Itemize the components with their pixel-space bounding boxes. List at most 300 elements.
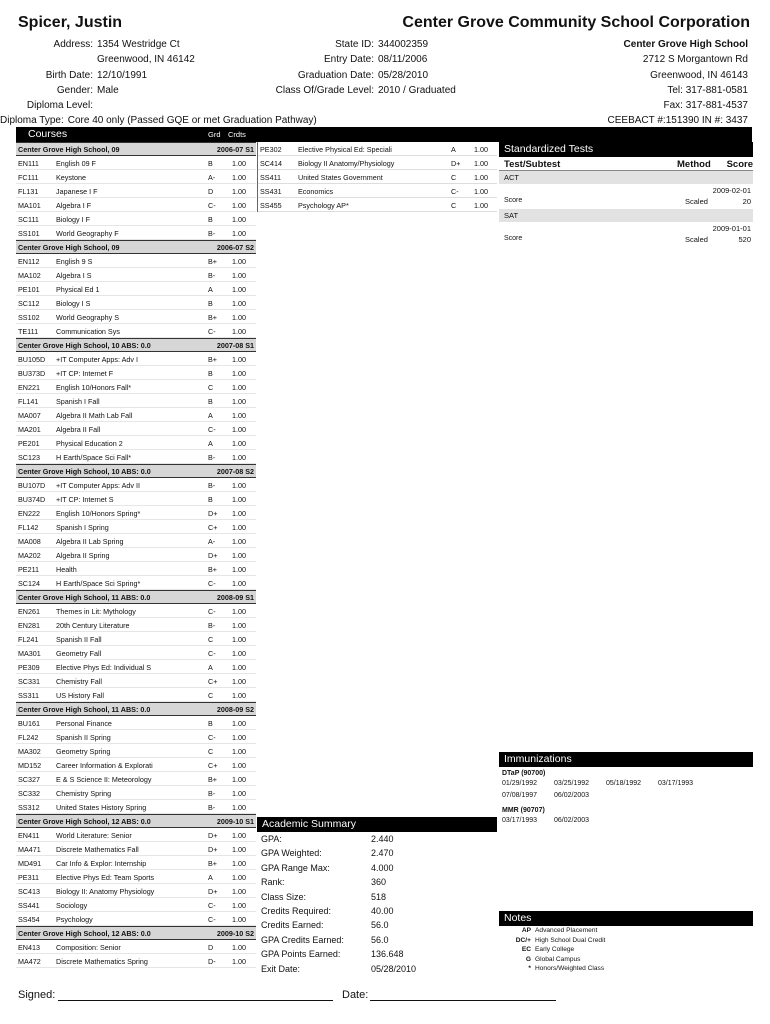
academic-title: Academic Summary	[257, 817, 497, 832]
course-row	[16, 324, 256, 338]
course-credits: 1.00	[232, 859, 246, 868]
course-grade: B+	[208, 565, 217, 574]
course-credits: 1.00	[232, 425, 246, 434]
course-credits: 1.00	[232, 313, 246, 322]
course-row	[16, 604, 256, 618]
course-credits: 1.00	[232, 159, 246, 168]
course-grade: C+	[208, 677, 218, 686]
course-title: E & S Science II: Meteorology	[56, 775, 152, 784]
info-value: 1354 Westridge Ct	[97, 39, 180, 50]
info-label: Birth Date:	[45, 69, 93, 81]
info-label: Graduation Date:	[297, 69, 374, 81]
course-credits: 1.00	[232, 789, 246, 798]
academic-label: GPA Points Earned:	[261, 949, 341, 960]
course-row	[16, 730, 256, 744]
semester-header	[16, 464, 256, 478]
course-row	[16, 576, 256, 590]
course-title: Algebra II Lab Spring	[56, 537, 124, 546]
course-code: SC111	[18, 215, 39, 224]
course-code: MA301	[18, 649, 41, 658]
course-title: +IT Computer Apps: Adv I	[56, 355, 138, 364]
course-row	[16, 954, 256, 968]
academic-label: Credits Earned:	[261, 920, 324, 931]
course-grade: B	[208, 719, 213, 728]
course-grade: B	[208, 215, 213, 224]
semester-header	[16, 142, 256, 156]
course-row	[16, 842, 256, 856]
course-title: US History Fall	[56, 691, 104, 700]
course-title: Elective Phys Ed: Individual S	[56, 663, 152, 672]
test-date: 2009-01-01	[712, 224, 751, 233]
academic-value: 518	[371, 891, 387, 902]
semester-header	[16, 814, 256, 828]
course-code: SS311	[18, 691, 40, 700]
immunizations-title: Immunizations	[499, 752, 753, 767]
course-credits: 1.00	[232, 397, 246, 406]
academic-value: 136.648	[371, 949, 404, 960]
academic-row	[257, 918, 497, 932]
course-credits: 1.00	[232, 355, 246, 364]
course-code: FL141	[18, 397, 39, 406]
course-code: PE201	[18, 439, 40, 448]
course-row	[16, 282, 256, 296]
course-grade: C	[451, 201, 457, 210]
course-credits: 1.00	[232, 299, 246, 308]
course-code: MD491	[18, 859, 42, 868]
course-row	[16, 212, 256, 226]
course-credits: 1.00	[232, 285, 246, 294]
academic-label: GPA:	[261, 834, 282, 844]
course-grade: B	[208, 369, 213, 378]
course-title: Biology I F	[56, 215, 90, 224]
course-code: EN281	[18, 621, 40, 630]
course-code: SS101	[18, 229, 40, 238]
test-score-label: Score	[504, 197, 523, 204]
academic-row	[257, 875, 497, 889]
course-grade: C-	[208, 607, 216, 616]
course-code: MA201	[18, 425, 41, 434]
info-value: 2010 / Graduated	[378, 84, 456, 96]
course-grade: D	[208, 943, 214, 952]
courses-title: Courses	[28, 128, 68, 140]
semester-term: 2006-07 S2	[216, 243, 254, 252]
vaccine-date: 06/02/2003	[554, 817, 590, 824]
course-credits: 1.00	[232, 915, 246, 924]
course-credits: 1.00	[474, 187, 488, 196]
course-grade: B-	[208, 621, 216, 630]
semester-term: 2007-08 S1	[216, 341, 254, 350]
course-title: Personal Finance	[56, 719, 112, 728]
course-code: MA102	[18, 271, 41, 280]
info-label: Address:	[53, 39, 93, 50]
course-code: MA202	[18, 551, 41, 560]
school-tel: Tel: 317-881-0581	[667, 84, 748, 96]
course-title: English 9 S	[56, 257, 93, 266]
academic-label: GPA Range Max:	[261, 862, 330, 873]
note-desc: Advanced Placement	[535, 927, 598, 934]
course-code: EN411	[18, 831, 40, 840]
course-grade: D+	[451, 159, 461, 168]
course-row	[16, 520, 256, 534]
academic-row	[257, 933, 497, 947]
info-label: Class Of/Grade Level:	[275, 84, 374, 96]
courses-header	[16, 127, 256, 142]
academic-value: 360	[371, 877, 387, 888]
academic-label: Exit Date:	[261, 963, 301, 974]
course-grade: D+	[208, 551, 218, 560]
course-row	[16, 184, 256, 198]
course-row	[16, 674, 256, 688]
note-key: DC/+	[515, 936, 531, 944]
academic-value: 4.000	[371, 862, 394, 873]
test-name: ACT	[499, 171, 753, 184]
semester-term: 2006-07 S1	[216, 145, 254, 154]
course-credits: 1.00	[232, 495, 246, 504]
course-title: Physical Education 2	[56, 439, 123, 448]
course-credits: 1.00	[232, 943, 246, 952]
course-title: World Geography S	[56, 313, 119, 322]
standardized-tests	[499, 142, 753, 247]
course-grade: C	[208, 747, 214, 756]
course-grade: B-	[208, 271, 216, 280]
course-grade: B+	[208, 313, 217, 322]
course-credits: 1.00	[474, 159, 488, 168]
course-title: Health	[56, 565, 77, 574]
course-grade: C-	[208, 733, 216, 742]
course-title: Psychology	[56, 915, 93, 924]
semester-school: Center Grove High School, 09	[18, 243, 120, 252]
course-credits: 1.00	[232, 187, 246, 196]
course-grade: B-	[208, 481, 216, 490]
course-code: BU161	[18, 719, 40, 728]
course-row	[16, 618, 256, 632]
semester-header	[16, 590, 256, 604]
course-grade: A	[208, 411, 213, 420]
courses-column-1	[16, 142, 256, 968]
info-value: 12/10/1991	[97, 69, 148, 81]
course-code: FL131	[18, 187, 39, 196]
note-item	[499, 964, 753, 974]
course-credits: 1.00	[232, 901, 246, 910]
vaccine-dates	[499, 780, 753, 804]
course-row	[16, 492, 256, 506]
course-credits: 1.00	[232, 551, 246, 560]
course-grade: B-	[208, 453, 216, 462]
course-grade: C-	[208, 425, 216, 434]
course-code: BU107D	[18, 481, 46, 490]
course-row	[16, 772, 256, 786]
course-title: Sociology	[56, 901, 88, 910]
course-row	[16, 296, 256, 310]
course-grade: A	[451, 145, 456, 154]
course-credits: 1.00	[232, 215, 246, 224]
test-name: SAT	[499, 209, 753, 222]
semester-school: Center Grove High School, 10 ABS: 0.0	[18, 341, 151, 350]
course-grade: C+	[208, 761, 218, 770]
course-grade: B+	[208, 257, 217, 266]
academic-row	[257, 947, 497, 961]
course-code: EN413	[18, 943, 40, 952]
course-grade: A	[208, 663, 213, 672]
course-title: United States Government	[298, 173, 383, 182]
course-code: SS102	[18, 313, 40, 322]
course-grade: B	[208, 299, 213, 308]
course-title: Algebra II Fall	[56, 425, 101, 434]
school-corporation: Center Grove Community School Corporation	[402, 14, 750, 31]
note-desc: Global Campus	[535, 955, 581, 963]
info-row	[270, 37, 500, 52]
course-row	[16, 562, 256, 576]
course-credits: 1.00	[232, 747, 246, 756]
course-credits: 1.00	[232, 831, 246, 840]
course-code: SS454	[18, 915, 40, 924]
course-code: SS431	[260, 187, 282, 196]
course-title: Economics	[298, 187, 334, 196]
course-title: Car Info & Explor: Internship	[56, 859, 147, 868]
academic-row	[257, 962, 497, 976]
course-title: Spanish II Spring	[56, 733, 111, 742]
course-credits: 1.00	[232, 453, 246, 462]
course-code: FC111	[18, 173, 39, 182]
course-title: 20th Century Literature	[56, 621, 130, 630]
course-grade: A-	[208, 173, 216, 182]
course-title: Algebra II Math Lab Fall	[56, 411, 133, 420]
course-row	[16, 716, 256, 730]
course-title: Discrete Mathematics Fall	[56, 845, 139, 854]
course-credits: 1.00	[232, 579, 246, 588]
course-grade: C-	[208, 327, 216, 336]
vaccine-dates	[499, 817, 753, 829]
student-info-left	[0, 37, 317, 129]
course-title: Algebra I S	[56, 271, 92, 280]
course-grade: B	[208, 159, 213, 168]
info-value: 344002359	[378, 39, 429, 50]
vaccine-name: MMR (90707)	[502, 807, 545, 814]
academic-row	[257, 861, 497, 875]
course-row	[16, 940, 256, 954]
course-code: TE111	[18, 327, 39, 336]
course-row	[16, 170, 256, 184]
school-ceebact: CEEBACT #:151390 IN #: 3437	[607, 115, 748, 127]
course-row	[16, 870, 256, 884]
signed-label: Signed:	[18, 989, 56, 1001]
academic-label: GPA Credits Earned:	[261, 934, 344, 945]
semester-school: Center Grove High School, 12 ABS: 0.0	[18, 929, 151, 938]
course-title: H Earth/Space Sci Fall*	[56, 453, 132, 462]
school-city: Greenwood, IN 46143	[650, 69, 748, 81]
note-key: EC	[521, 946, 531, 953]
course-grade: C-	[451, 187, 459, 196]
academic-value: 56.0	[371, 934, 389, 945]
vaccine-date: 06/02/2003	[554, 792, 590, 799]
course-credits: 1.00	[232, 201, 246, 210]
course-title: Themes in Lit: Mythology	[56, 607, 136, 616]
course-code: EN111	[18, 159, 39, 168]
course-title: Discrete Mathematics Spring	[56, 957, 148, 966]
note-key: *	[528, 965, 531, 972]
course-grade: C-	[208, 201, 216, 210]
course-grade: C-	[208, 901, 216, 910]
course-code: MD152	[18, 761, 42, 770]
course-credits: 1.00	[232, 887, 246, 896]
academic-value: 2.440	[371, 834, 394, 844]
info-value: Core 40 only (Passed GQE or met Graduation Pathway)	[67, 115, 317, 127]
course-row	[16, 506, 256, 520]
course-row	[258, 156, 497, 170]
course-code: SS312	[18, 803, 40, 812]
semester-term: 2007-08 S2	[216, 467, 254, 476]
course-row	[16, 408, 256, 422]
course-title: Psychology AP*	[298, 201, 349, 210]
course-credits: 1.00	[232, 565, 246, 574]
info-row	[0, 83, 260, 98]
course-code: MA101	[18, 201, 41, 210]
academic-row	[257, 832, 497, 846]
note-key: G	[525, 955, 531, 963]
course-credits: 1.00	[232, 677, 246, 686]
semester-header	[16, 926, 256, 940]
grade-col-header: Grd	[208, 130, 221, 139]
course-grade: C-	[208, 649, 216, 658]
info-label: State ID:	[335, 39, 374, 50]
course-code: SC112	[18, 299, 40, 308]
course-credits: 1.00	[232, 803, 246, 812]
course-credits: 1.00	[232, 537, 246, 546]
test-score-row	[499, 196, 753, 209]
note-key: AP	[521, 927, 531, 934]
course-code: EN261	[18, 607, 40, 616]
course-grade: D	[208, 187, 214, 196]
course-credits: 1.00	[232, 369, 246, 378]
course-grade: C+	[208, 523, 218, 532]
test-score: 520	[738, 235, 751, 244]
course-code: SC124	[18, 579, 40, 588]
semester-header	[16, 240, 256, 254]
course-credits: 1.00	[232, 957, 246, 966]
academic-label: Rank:	[261, 877, 285, 888]
course-credits: 1.00	[474, 173, 488, 182]
course-credits: 1.00	[232, 411, 246, 420]
course-credits: 1.00	[232, 173, 246, 182]
course-credits: 1.00	[232, 635, 246, 644]
course-credits: 1.00	[232, 663, 246, 672]
course-grade: B+	[208, 775, 217, 784]
course-title: Algebra II Spring	[56, 551, 110, 560]
vaccine-date: 05/18/1992	[606, 780, 642, 787]
academic-row	[257, 904, 497, 918]
date-label: Date:	[342, 989, 369, 1001]
course-row	[16, 352, 256, 366]
course-row	[16, 226, 256, 240]
course-title: +IT CP: Internet S	[56, 495, 114, 504]
note-item	[499, 955, 753, 965]
school-name: Center Grove High School	[623, 39, 748, 50]
course-code: PE101	[18, 285, 40, 294]
semester-school: Center Grove High School, 10 ABS: 0.0	[18, 467, 151, 476]
semester-term: 2008-09 S1	[216, 593, 254, 602]
course-row	[16, 478, 256, 492]
course-row	[258, 198, 497, 212]
course-code: BU105D	[18, 355, 46, 364]
course-row	[16, 268, 256, 282]
vaccine-date: 03/17/1993	[658, 780, 694, 787]
course-credits: 1.00	[232, 845, 246, 854]
info-row	[0, 52, 260, 67]
course-title: Geometry Spring	[56, 747, 111, 756]
school-info	[488, 37, 748, 129]
course-title: Spanish I Spring	[56, 523, 109, 532]
signature-line	[58, 1000, 333, 1001]
course-title: +IT CP: Internet F	[56, 369, 114, 378]
credits-col-header: Crdts	[228, 130, 246, 139]
course-grade: D+	[208, 509, 218, 518]
course-credits: 1.00	[232, 523, 246, 532]
semester-school: Center Grove High School, 11 ABS: 0.0	[18, 593, 151, 602]
course-code: MA471	[18, 845, 41, 854]
course-code: FL142	[18, 523, 39, 532]
course-row	[16, 884, 256, 898]
course-grade: C	[208, 635, 214, 644]
course-code: SC331	[18, 677, 40, 686]
course-code: MA472	[18, 957, 41, 966]
course-code: SS441	[18, 901, 40, 910]
info-label: Diploma Level:	[26, 100, 93, 112]
course-title: Biology II Anatomy/Physiology	[298, 159, 395, 168]
course-grade: C-	[208, 915, 216, 924]
course-credits: 1.00	[232, 775, 246, 784]
academic-label: Credits Required:	[261, 905, 332, 916]
course-title: Biology II: Anatomy Physiology	[56, 887, 155, 896]
course-code: FL242	[18, 733, 39, 742]
course-row	[16, 156, 256, 170]
course-title: Composition: Senior	[56, 943, 121, 952]
semester-term: 2009-10 S1	[216, 817, 254, 826]
course-title: Communication Sys	[56, 327, 120, 336]
course-code: PE311	[18, 873, 40, 882]
course-row	[16, 786, 256, 800]
student-info-mid	[270, 37, 500, 98]
course-title: Career Information & Explorati	[56, 761, 153, 770]
course-code: MA007	[18, 411, 41, 420]
course-code: EN112	[18, 257, 40, 266]
semester-header	[16, 702, 256, 716]
course-credits: 1.00	[232, 733, 246, 742]
vaccine-date: 01/29/1992	[502, 780, 538, 787]
course-credits: 1.00	[232, 229, 246, 238]
note-desc: Honors/Weighted Class	[535, 965, 605, 972]
course-code: SS455	[260, 201, 282, 210]
method-col-header: Method	[677, 159, 711, 170]
course-row	[16, 744, 256, 758]
info-value: Greenwood, IN 46142	[97, 54, 195, 66]
info-row	[270, 83, 500, 98]
test-date: 2009-02-01	[712, 186, 751, 195]
academic-row	[257, 846, 497, 860]
course-grade: B+	[208, 859, 217, 868]
date-line	[370, 1000, 556, 1001]
course-code: PE309	[18, 663, 40, 672]
course-row	[16, 800, 256, 814]
course-credits: 1.00	[232, 271, 246, 280]
info-value: 08/11/2006	[378, 54, 428, 66]
course-row	[16, 254, 256, 268]
note-desc: High School Dual Credit	[535, 936, 606, 944]
course-code: SC414	[260, 159, 282, 168]
course-credits: 1.00	[232, 509, 246, 518]
course-title: Elective Physical Ed: Speciali	[298, 145, 392, 154]
test-method: Scaled	[685, 235, 708, 244]
header-bar	[256, 127, 752, 142]
